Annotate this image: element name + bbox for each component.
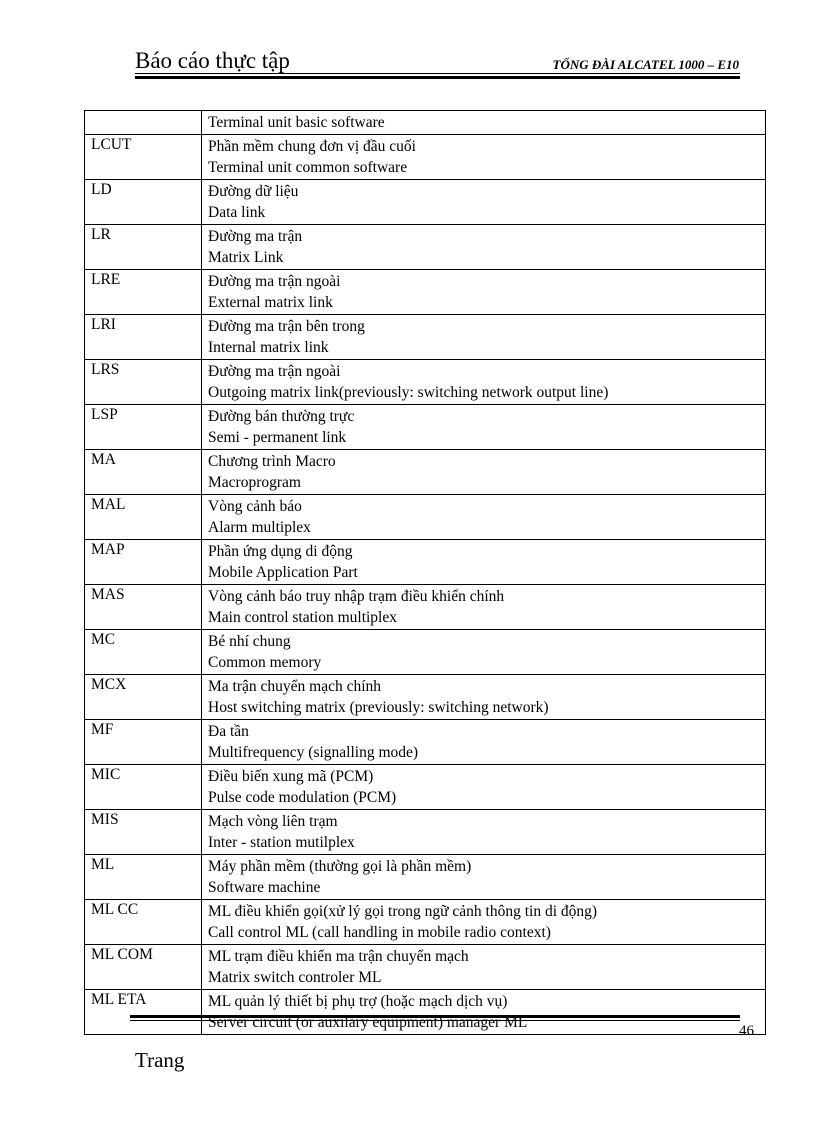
abbreviation-code: LD xyxy=(85,180,202,225)
abbreviation-description xyxy=(202,450,766,495)
table-row xyxy=(85,765,766,810)
table-row xyxy=(85,315,766,360)
english-meaning: Inter - station mutilplex xyxy=(208,834,355,851)
english-meaning: Matrix switch controler ML xyxy=(208,969,382,986)
table-row xyxy=(85,855,766,900)
abbreviation-code: LCUT xyxy=(85,135,202,180)
abbreviation-code: MIS xyxy=(85,810,202,855)
vietnamese-meaning: Bé nhí chung xyxy=(208,633,291,650)
abbreviation-description xyxy=(202,225,766,270)
table-row xyxy=(85,990,766,1035)
abbreviation-code: LRS xyxy=(85,360,202,405)
footer-label: Trang xyxy=(135,1048,185,1072)
footer-rule-thick xyxy=(130,1015,740,1018)
table-row xyxy=(85,360,766,405)
vietnamese-meaning: Đường ma trận ngoài xyxy=(208,273,341,290)
abbreviation-code: LRE xyxy=(85,270,202,315)
abbreviation-code: MIC xyxy=(85,765,202,810)
header-rule-thick xyxy=(135,76,740,79)
english-meaning: Server circuit (or auxilary equipment) manager ML xyxy=(208,1014,528,1031)
table-row xyxy=(85,135,766,180)
vietnamese-meaning: Đường dữ liệu xyxy=(208,183,299,200)
english-meaning: Common memory xyxy=(208,654,322,671)
abbreviation-description xyxy=(202,675,766,720)
abbreviation-description xyxy=(202,990,766,1035)
vietnamese-meaning: Máy phần mềm (thường gọi là phần mềm) xyxy=(208,858,472,875)
english-meaning: Matrix Link xyxy=(208,249,284,266)
table-row xyxy=(85,111,766,135)
english-meaning: Terminal unit common software xyxy=(208,159,408,176)
english-meaning: External matrix link xyxy=(208,294,333,311)
table-row xyxy=(85,945,766,990)
abbreviation-description xyxy=(202,630,766,675)
abbreviation-code: LRI xyxy=(85,315,202,360)
vietnamese-meaning: Phần ứng dụng di động xyxy=(208,543,353,560)
abbreviation-code: MCX xyxy=(85,675,202,720)
english-meaning: Internal matrix link xyxy=(208,339,329,356)
vietnamese-meaning: Đường ma trận ngoài xyxy=(208,363,341,380)
abbreviation-description xyxy=(202,810,766,855)
abbreviation-description xyxy=(202,540,766,585)
table-row xyxy=(85,630,766,675)
abbreviation-description xyxy=(202,900,766,945)
english-meaning: Semi - permanent link xyxy=(208,429,347,446)
document-subtitle: TỔNG ĐÀI ALCATEL 1000 – E10 xyxy=(552,57,739,72)
abbreviation-description xyxy=(202,720,766,765)
vietnamese-meaning: Đa tần xyxy=(208,723,249,740)
abbreviation-code: MAS xyxy=(85,585,202,630)
abbreviation-code: ML COM xyxy=(85,945,202,990)
table-row xyxy=(85,675,766,720)
vietnamese-meaning: Mạch vòng liên trạm xyxy=(208,813,338,830)
table-row xyxy=(85,450,766,495)
abbreviation-description xyxy=(202,135,766,180)
abbreviation-description xyxy=(202,360,766,405)
english-meaning: Call control ML (call handling in mobile radio context) xyxy=(208,924,551,941)
vietnamese-meaning: Phần mềm chung đơn vị đầu cuối xyxy=(208,138,416,155)
english-meaning: Host switching matrix (previously: switching network) xyxy=(208,699,549,716)
abbreviation-table-body xyxy=(85,111,766,1035)
english-meaning: Main control station multiplex xyxy=(208,609,397,626)
vietnamese-meaning: Điều biến xung mã (PCM) xyxy=(208,768,374,785)
abbreviation-description xyxy=(202,270,766,315)
english-meaning: Mobile Application Part xyxy=(208,564,358,581)
abbreviation-code: MA xyxy=(85,450,202,495)
abbreviation-description xyxy=(202,111,766,135)
vietnamese-meaning: Vòng cảnh báo xyxy=(208,498,302,515)
table-row xyxy=(85,405,766,450)
report-title: Báo cáo thực tập xyxy=(135,48,290,73)
english-meaning: Software machine xyxy=(208,879,321,896)
table-row xyxy=(85,270,766,315)
english-meaning: Alarm multiplex xyxy=(208,519,311,536)
abbreviation-description xyxy=(202,180,766,225)
abbreviation-code: MAL xyxy=(85,495,202,540)
abbreviation-code: MF xyxy=(85,720,202,765)
abbreviation-code: ML CC xyxy=(85,900,202,945)
table-row xyxy=(85,495,766,540)
abbreviation-description xyxy=(202,855,766,900)
table-row xyxy=(85,585,766,630)
table-row xyxy=(85,900,766,945)
vietnamese-meaning: ML điều khiển gọi(xử lý gọi trong ngữ cảnh thông tin di động) xyxy=(208,903,598,920)
abbreviation-description xyxy=(202,765,766,810)
english-meaning: Pulse code modulation (PCM) xyxy=(208,789,397,806)
english-meaning: Macroprogram xyxy=(208,474,301,491)
table-row xyxy=(85,720,766,765)
table-row xyxy=(85,225,766,270)
vietnamese-meaning: Chương trình Macro xyxy=(208,453,336,470)
page-number: 46 xyxy=(739,1023,754,1039)
vietnamese-meaning: ML trạm điều khiển ma trận chuyển mạch xyxy=(208,948,469,965)
english-meaning: Outgoing matrix link(previously: switching network output line) xyxy=(208,384,609,401)
abbreviation-code: ML ETA xyxy=(85,990,202,1035)
abbreviation-code: MC xyxy=(85,630,202,675)
header-rule-thin xyxy=(135,73,740,74)
abbreviation-description xyxy=(202,315,766,360)
vietnamese-meaning: Terminal unit basic software xyxy=(208,114,385,131)
vietnamese-meaning: Ma trận chuyển mạch chính xyxy=(208,678,382,695)
english-meaning: Data link xyxy=(208,204,266,221)
english-meaning: Multifrequency (signalling mode) xyxy=(208,744,419,761)
table-row xyxy=(85,810,766,855)
vietnamese-meaning: ML quản lý thiết bị phụ trợ (hoặc mạch dịch vụ) xyxy=(208,993,508,1010)
table-row xyxy=(85,540,766,585)
vietnamese-meaning: Đường ma trận xyxy=(208,228,303,245)
abbreviation-description xyxy=(202,585,766,630)
abbreviation-description xyxy=(202,405,766,450)
footer-rule-thin xyxy=(130,1020,740,1021)
table-row xyxy=(85,180,766,225)
vietnamese-meaning: Vòng cảnh báo truy nhập trạm điều khiển chính xyxy=(208,588,505,605)
abbreviation-code xyxy=(85,111,202,135)
abbreviation-table xyxy=(84,110,766,1035)
vietnamese-meaning: Đường bán thường trực xyxy=(208,408,355,425)
abbreviation-code: MAP xyxy=(85,540,202,585)
abbreviation-code: ML xyxy=(85,855,202,900)
abbreviation-description xyxy=(202,495,766,540)
vietnamese-meaning: Đường ma trận bên trong xyxy=(208,318,365,335)
abbreviation-code: LSP xyxy=(85,405,202,450)
abbreviation-code: LR xyxy=(85,225,202,270)
abbreviation-description xyxy=(202,945,766,990)
